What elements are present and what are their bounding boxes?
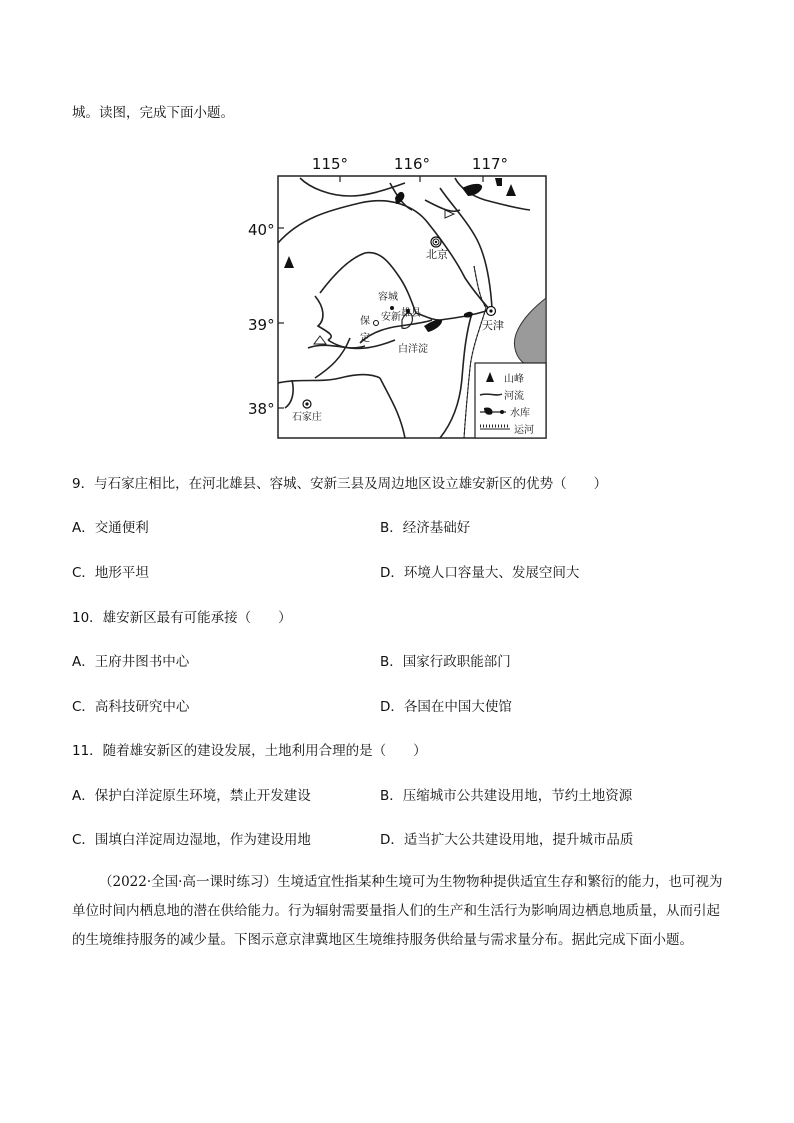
question-10-stem: 10．雄安新区最有可能承接（ ） [72,610,292,626]
question-10-option-d[interactable]: D．各国在中国大使馆 [380,699,512,715]
question-11-option-a[interactable]: A．保护白洋淀原生环境，禁止开发建设 [72,788,311,804]
question-11-stem: 11．随着雄安新区的建设发展，土地利用合理的是（ ） [72,743,427,759]
question-9-option-b[interactable]: B．经济基础好 [380,520,471,536]
question-9-option-a[interactable]: A．交通便利 [72,520,149,536]
label-xiongxian: 雄县 [401,308,421,319]
lat-label-39: 39° [248,316,275,334]
label-tianjin: 天津 [482,319,504,332]
label-anxin: 安新 [381,312,401,323]
lat-label-40: 40° [248,221,275,239]
label-baoding-2: 定 [360,333,370,344]
tianjin-marker [487,307,496,316]
legend-reservoir-label: 水库 [510,408,530,419]
legend-reservoir-dot [500,410,504,414]
question-9-stem: 9．与石家庄相比，在河北雄县、容城、安新三县及周边地区设立雄安新区的优势（ ） [72,476,608,492]
baoding-marker [374,321,379,326]
lon-label-117: 117° [471,155,509,173]
question-10-option-b[interactable]: B．国家行政职能部门 [380,654,511,670]
legend-river-label: 河流 [504,391,524,402]
intro-tail-text: 城。读图，完成下面小题。 [72,105,234,121]
legend-canal-label: 运河 [514,425,534,436]
label-shijiazhuang: 石家庄 [292,412,322,423]
rongcheng-dot [390,306,394,310]
question-9-option-d[interactable]: D．环境人口容量大、发展空间大 [380,565,580,581]
question-11-option-c[interactable]: C．围填白洋淀周边湿地，作为建设用地 [72,832,311,848]
legend-peak-label: 山峰 [504,374,524,385]
lon-label-115: 115° [311,155,349,173]
question-11-option-b[interactable]: B．压缩城市公共建设用地，节约土地资源 [380,788,633,804]
label-rongcheng: 容城 [378,292,398,303]
label-beijing: 北京 [426,248,448,261]
question-10-option-c[interactable]: C．高科技研究中心 [72,699,190,715]
shijiazhuang-marker [303,400,311,408]
passage-paragraph [72,868,724,955]
location-map [240,148,560,443]
legend-river-icon [480,394,502,395]
lat-label-38: 38° [248,400,275,418]
lon-label-116: 116° [393,155,431,173]
label-baoding-1: 保 [360,316,370,327]
passage-text: （2022·全国·高一课时练习）生境适宜性指某种生境可为生物物种提供适宜生存和繁衍的能力，也可视为单位时间内栖息地的潜在供给能力。行为辐射需要量指人们的生产和生活行为影响周边栖息地质量，从而引起的生境维持服务的减少量。下图示意京津冀地区生境维持服务供给量与需求量分布。据此完成下面小题。 [72,874,723,948]
question-10-option-a[interactable]: A．王府井图书中心 [72,654,190,670]
beijing-marker [431,237,441,247]
label-baiyangdian: 白洋淀 [398,344,428,355]
question-9-option-c[interactable]: C．地形平坦 [72,565,149,581]
question-11-option-d[interactable]: D．适当扩大公共建设用地，提升城市品质 [380,832,634,848]
